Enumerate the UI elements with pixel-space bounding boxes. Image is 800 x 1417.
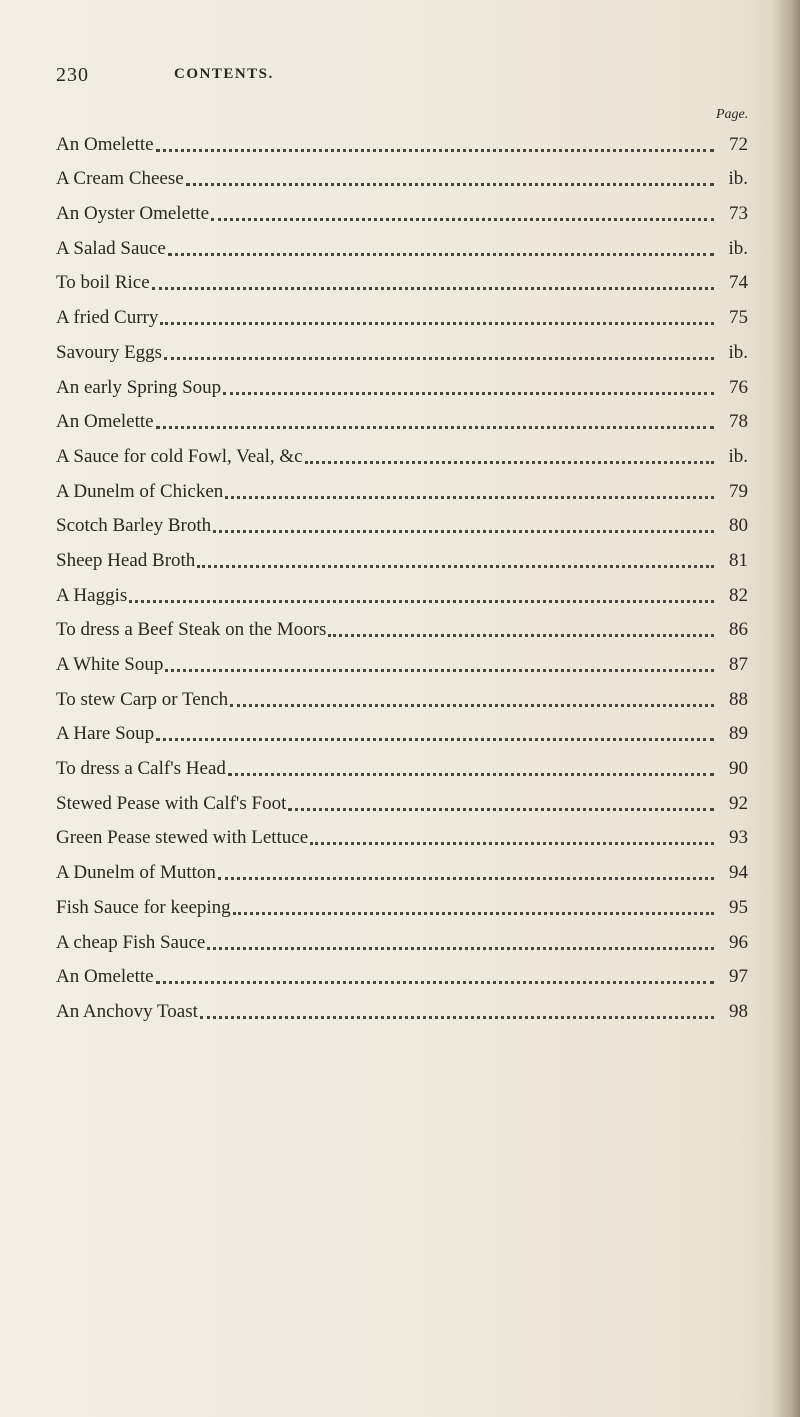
dot-leader <box>186 182 714 186</box>
contents-entry <box>56 607 748 642</box>
entry-page-number: 90 <box>729 758 748 780</box>
dot-leader <box>200 1015 714 1019</box>
entry-page-number: 82 <box>729 584 748 606</box>
dot-leader <box>230 703 714 707</box>
entry-title: A Cream Cheese <box>56 168 184 190</box>
entry-page-number: 89 <box>729 723 748 745</box>
contents-entry <box>56 260 748 295</box>
entry-title: A Hare Soup <box>56 723 155 745</box>
entry-page-number: 95 <box>729 896 748 918</box>
contents-list <box>56 121 748 1023</box>
entry-title: An Omelette <box>56 133 154 155</box>
contents-entry <box>56 433 748 468</box>
dot-leader <box>328 633 714 637</box>
dot-leader <box>156 425 714 429</box>
dot-leader <box>168 252 714 256</box>
entry-title: A Dunelm of Mutton <box>56 862 216 884</box>
page-column-label: Page. <box>716 107 749 122</box>
entry-title: A Salad Sauce <box>56 237 166 259</box>
dot-leader <box>156 737 714 741</box>
contents-entry <box>56 156 748 191</box>
contents-entry <box>56 190 748 225</box>
entry-page-number: ib. <box>728 445 748 467</box>
entry-title: An Omelette <box>56 411 154 433</box>
entry-page-number: 74 <box>729 272 748 294</box>
contents-entry <box>56 225 748 260</box>
entry-title: Scotch Barley Broth <box>56 515 212 537</box>
entry-page-number: 81 <box>729 549 748 571</box>
entry-page-number: 92 <box>729 792 748 814</box>
dot-leader <box>211 217 714 221</box>
entry-title: To boil Rice <box>56 272 150 294</box>
dot-leader <box>152 286 714 290</box>
contents-entry <box>56 988 748 1023</box>
contents-entry <box>56 537 748 572</box>
entry-page-number: 88 <box>729 688 748 710</box>
entry-title: To stew Carp or Tench <box>56 688 229 710</box>
entry-page-number: 94 <box>729 862 748 884</box>
entry-title: A White Soup <box>56 654 164 675</box>
contents-entry <box>56 364 748 399</box>
entry-title: Sheep Head Broth <box>56 549 196 571</box>
entry-title: Stewed Pease with Calf's Foot <box>56 792 287 814</box>
entry-page-number: 73 <box>729 203 748 225</box>
entry-page-number: ib. <box>728 237 748 259</box>
contents-entry <box>56 711 748 746</box>
dot-leader <box>164 356 714 360</box>
entry-title: An Omelette <box>56 966 154 988</box>
contents-entry <box>56 503 748 538</box>
entry-page-number: 96 <box>729 931 748 953</box>
dot-leader <box>305 460 714 464</box>
contents-entry <box>56 121 748 156</box>
entry-title: An Anchovy Toast <box>56 1000 198 1022</box>
entry-page-number: 86 <box>729 619 748 641</box>
dot-leader <box>207 946 714 950</box>
contents-entry <box>56 294 748 329</box>
contents-entry <box>56 676 748 711</box>
dot-leader <box>129 599 714 603</box>
contents-entry <box>56 329 748 364</box>
contents-entry <box>56 745 748 780</box>
contents-entry <box>56 884 748 919</box>
contents-entry <box>56 468 748 503</box>
entry-title: An Oyster Omelette <box>56 203 210 225</box>
dot-leader <box>218 876 714 880</box>
dot-leader <box>288 807 714 811</box>
entry-page-number: 76 <box>729 376 748 398</box>
dot-leader <box>228 772 714 776</box>
entry-page-number: 93 <box>729 827 748 849</box>
entry-page-number: 80 <box>729 515 748 537</box>
entry-page-number: 75 <box>729 307 748 329</box>
dot-leader <box>225 495 714 499</box>
entry-title: An early Spring Soup <box>56 376 222 398</box>
contents-entry <box>56 919 748 954</box>
dot-leader <box>160 321 714 325</box>
running-head <box>56 64 756 94</box>
entry-page-number: 78 <box>729 411 748 433</box>
contents-entry <box>56 572 748 607</box>
entry-title: A Haggis <box>56 584 128 606</box>
entry-page-number: ib. <box>728 168 748 190</box>
entry-page-number: 97 <box>729 966 748 988</box>
entry-title: Savoury Eggs <box>56 341 163 363</box>
entry-title: To dress a Beef Steak on the Moors <box>56 619 327 641</box>
entry-page-number: 98 <box>729 1000 748 1022</box>
contents-entry <box>56 641 748 676</box>
dot-leader <box>213 529 714 533</box>
dot-leader <box>310 841 714 845</box>
page-number: 230 <box>56 64 89 86</box>
dot-leader <box>165 668 714 672</box>
contents-entry <box>56 780 748 815</box>
contents-entry <box>56 815 748 850</box>
entry-title: A Dunelm of Chicken <box>56 480 224 502</box>
page-edge-shadow <box>772 0 800 1417</box>
contents-entry <box>56 399 748 434</box>
entry-page-number: 87 <box>729 654 748 675</box>
contents-entry <box>56 849 748 884</box>
running-title: CONTENTS. <box>174 66 274 82</box>
entry-title: To dress a Calf's Head <box>56 758 226 780</box>
dot-leader <box>223 391 714 395</box>
entry-title: A fried Curry <box>56 307 159 329</box>
entry-title: A Sauce for cold Fowl, Veal, &c <box>56 445 303 467</box>
entry-title: A cheap Fish Sauce <box>56 931 206 953</box>
entry-page-number: 79 <box>729 480 748 502</box>
entry-title: Fish Sauce for keeping <box>56 896 231 918</box>
dot-leader <box>156 148 714 152</box>
contents-entry <box>56 954 748 989</box>
dot-leader <box>233 911 714 915</box>
entry-page-number: 72 <box>729 133 748 155</box>
entry-page-number: ib. <box>728 341 748 363</box>
dot-leader <box>156 980 714 984</box>
entry-title: Green Pease stewed with Lettuce <box>56 827 309 849</box>
dot-leader <box>197 564 714 568</box>
